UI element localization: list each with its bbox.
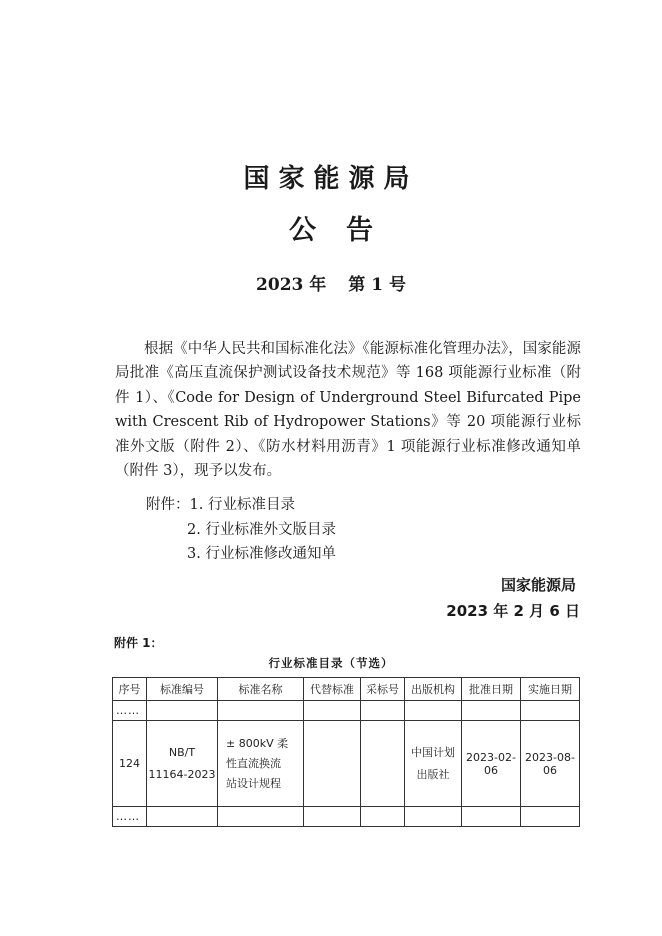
ellipsis-cell: …… xyxy=(113,807,147,827)
col-header: 实施日期 xyxy=(521,678,580,701)
approval-date-cell: 2023-02-06 xyxy=(462,721,521,807)
replaces-cell xyxy=(304,721,361,807)
effective-date-cell: 2023-08-06 xyxy=(521,721,580,807)
document-type-title: 公告 xyxy=(289,215,403,246)
signature-block xyxy=(420,572,580,624)
table-row xyxy=(113,701,580,721)
attachment-item: 2. 行业标准外文版目录 xyxy=(187,521,336,538)
attachment-item: 3. 行业标准修改通知单 xyxy=(187,546,336,562)
attachment-item: 附件：1. 行业标准目录 xyxy=(146,497,295,513)
col-header: 出版机构 xyxy=(405,678,462,701)
attachments-list xyxy=(146,493,336,567)
table-row xyxy=(113,807,580,827)
seq-cell: 124 xyxy=(113,721,147,807)
annex-label: 附件 1： xyxy=(114,636,163,650)
issue-year: 2023 年 xyxy=(256,275,327,295)
adopted-cell xyxy=(361,721,405,807)
announcement-paragraph: 根据《中华人民共和国标准化法》《能源标准化管理办法》，国家能源局批准《高压直流保护测试设备技术规范》等 168 项能源行业标准（附件 1）、《Code for Design of Underground Steel Bifurcated Pipe with Crescent Rib of Hydropower Stations》等 20 项能源行业标准外文版（附件 2）、《防水材料用沥青》1 项能源行业标准修改通知单（附件 3），现予以发布。 xyxy=(115,341,581,480)
publisher-cell: 中国计划 出版社 xyxy=(405,721,462,807)
issuer-title: 国家能源局 xyxy=(243,164,419,194)
col-header: 标准名称 xyxy=(218,678,304,701)
col-header: 采标号 xyxy=(361,678,405,701)
issue-number xyxy=(0,270,662,295)
col-header: 序号 xyxy=(113,678,147,701)
col-header: 标准编号 xyxy=(147,678,218,701)
code-cell: NB/T 11164-2023 xyxy=(147,721,218,807)
attachments-label: 附件： xyxy=(146,497,190,513)
name-cell: ± 800kV 柔 性直流换流 站设计规程 xyxy=(218,721,304,807)
col-header: 批准日期 xyxy=(462,678,521,701)
table-header-row xyxy=(113,678,580,701)
signature-org: 国家能源局 xyxy=(500,576,576,594)
standards-table xyxy=(112,677,580,827)
announcement-body xyxy=(115,337,581,483)
table-title: 行业标准目录（节选） xyxy=(268,656,394,670)
col-header: 代替标准 xyxy=(304,678,361,701)
table-row xyxy=(113,721,580,807)
ellipsis-cell: …… xyxy=(113,701,147,721)
signature-date: 2023 年 2 月 6 日 xyxy=(446,602,580,620)
issue-no: 第 1 号 xyxy=(348,275,406,295)
